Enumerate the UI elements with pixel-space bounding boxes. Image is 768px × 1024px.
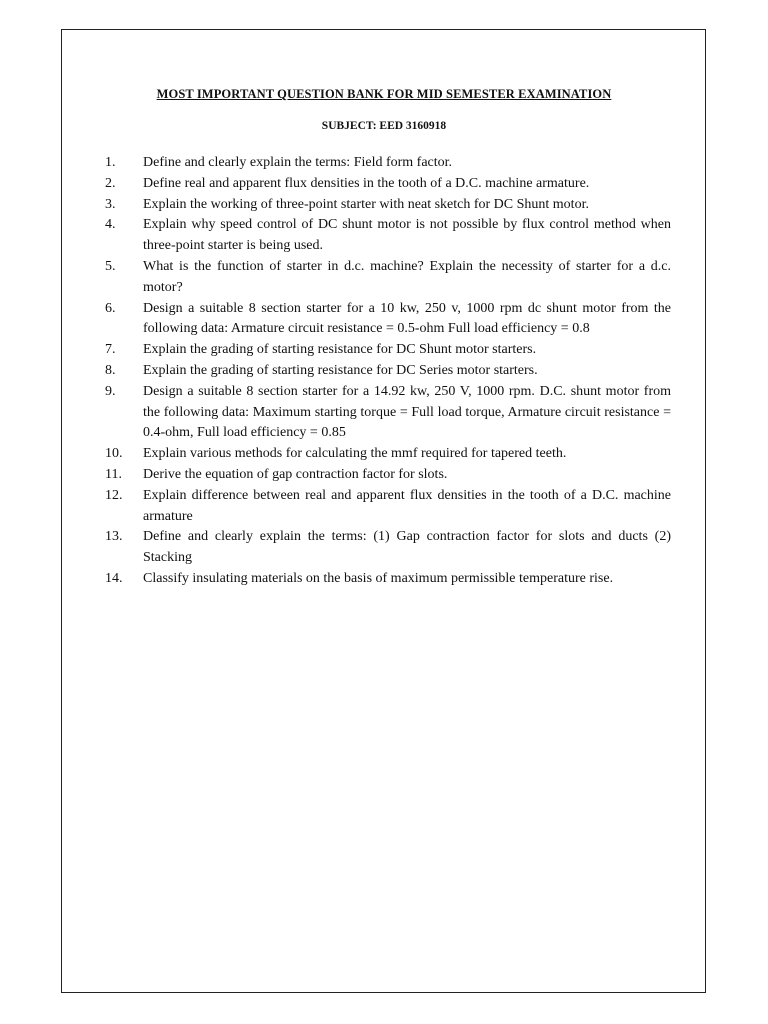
question-number: 1. — [105, 155, 116, 170]
question-number: 3. — [105, 196, 116, 212]
document-title: MOST IMPORTANT QUESTION BANK FOR MID SEMESTER EXAMINATION — [156, 87, 612, 101]
question-number: 10. — [105, 446, 123, 462]
question-item — [105, 174, 671, 195]
question-text: Explain why speed control of DC shunt motor is not possible by flux control method when three-point starter is being used. — [143, 217, 671, 254]
question-text: Define and clearly explain the terms: (1) Gap contraction factor for slots and ducts (2) Stacking — [143, 529, 671, 566]
question-text: Derive the equation of gap contraction factor for slots. — [143, 466, 448, 482]
question-item — [105, 382, 671, 444]
question-item — [105, 153, 671, 174]
question-number: 12. — [105, 487, 123, 503]
question-item — [105, 486, 671, 528]
question-number: 6. — [105, 300, 116, 316]
question-item — [105, 340, 671, 361]
question-text: Explain the working of three-point starter with neat sketch for DC Shunt motor. — [143, 196, 589, 212]
question-number: 9. — [105, 383, 116, 399]
question-item — [105, 299, 671, 341]
question-number: 4. — [105, 217, 116, 233]
question-item — [105, 527, 671, 569]
question-text: Explain difference between real and apparent flux densities in the tooth of a D.C. machine armature — [143, 487, 671, 524]
question-number: 8. — [105, 362, 116, 378]
question-text: Explain various methods for calculating the mmf required for tapered teeth. — [143, 446, 567, 462]
question-text: Define real and apparent flux densities in the tooth of a D.C. machine armature. — [143, 175, 590, 191]
question-item — [105, 195, 671, 216]
question-item — [105, 215, 671, 257]
question-number: 2. — [105, 175, 116, 191]
question-text: Define and clearly explain the terms: Field form factor. — [143, 155, 453, 170]
question-item — [105, 444, 671, 465]
question-text: What is the function of starter in d.c. machine? Explain the necessity of starter for a d.c. motor? — [143, 258, 671, 295]
question-list — [105, 153, 671, 590]
document-subject: SUBJECT: EED 3160918 — [321, 120, 447, 132]
question-item — [105, 569, 671, 590]
question-text: Design a suitable 8 section starter for a 10 kw, 250 v, 1000 rpm dc shunt motor from the following data: Armature circuit resistance = 0.5-ohm Full load efficiency = 0.8 — [143, 300, 671, 337]
question-number: 11. — [105, 466, 122, 482]
question-text: Explain the grading of starting resistance for DC Series motor starters. — [143, 362, 538, 378]
question-number: 7. — [105, 342, 116, 358]
question-number: 5. — [105, 258, 116, 274]
question-text: Design a suitable 8 section starter for a 14.92 kw, 250 V, 1000 rpm. D.C. shunt motor from the following data: Maximum starting torque = Full load torque, Armature circuit resistance = 0.4-ohm, Full load efficiency = 0.85 — [143, 383, 671, 441]
question-text: Explain the grading of starting resistance for DC Shunt motor starters. — [143, 342, 537, 358]
question-item — [105, 465, 671, 486]
question-item — [105, 257, 671, 299]
question-number: 13. — [105, 529, 123, 545]
question-item — [105, 361, 671, 382]
question-text: Classify insulating materials on the basis of maximum permissible temperature rise. — [143, 570, 614, 586]
question-number: 14. — [105, 570, 123, 586]
